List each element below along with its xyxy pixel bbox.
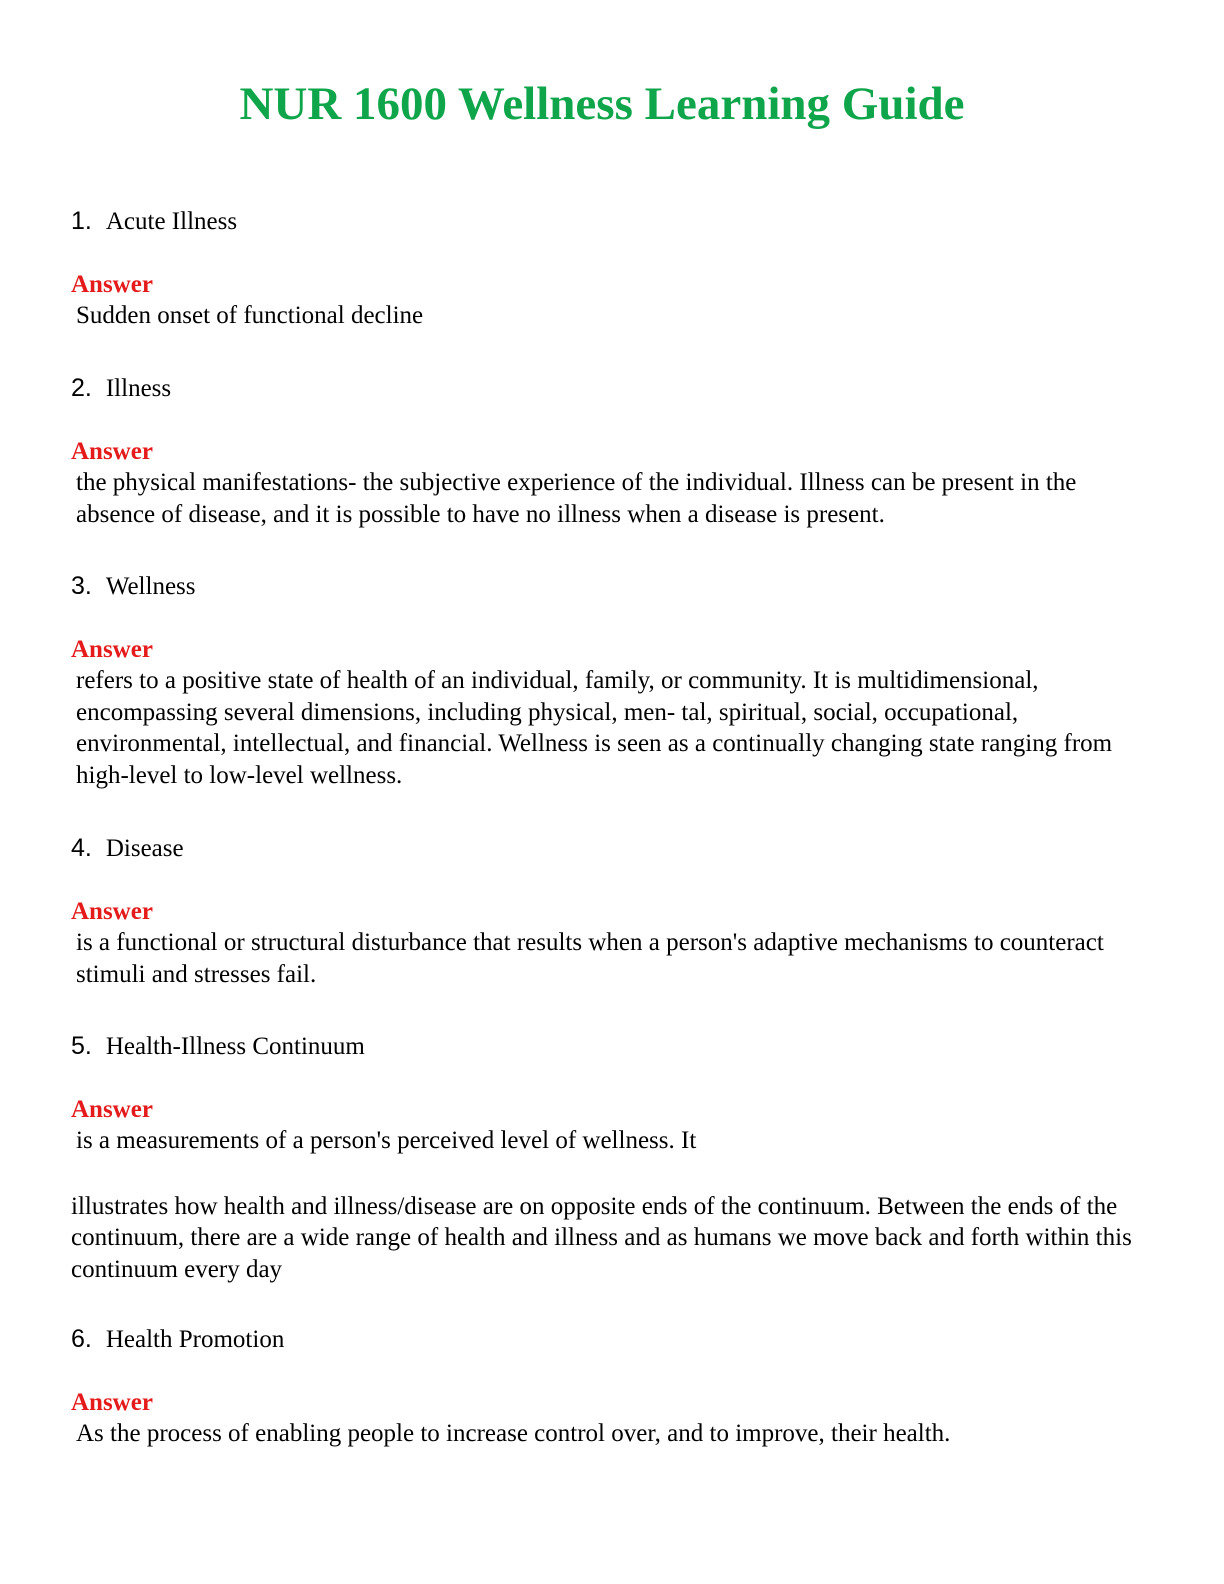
question-number: 2. xyxy=(71,374,92,402)
question-term: Health Promotion xyxy=(105,1326,285,1353)
answer-text: Sudden onset of functional decline xyxy=(76,302,424,329)
question-heading xyxy=(71,1324,1146,1354)
answer-label: Answer xyxy=(71,438,153,465)
answer-label: Answer xyxy=(71,1096,153,1123)
question-item xyxy=(71,373,1146,530)
question-item xyxy=(71,1031,1146,1285)
answer-text: refers to a positive state of health of an individual, family, or community. It is multidimensional, encompassing several dimensions, including physical, men- tal, spiritual, social, occupational, environmental, intellectual, and financial. Wellness is seen as a continually changing state ranging from high-level to low-level wellness. xyxy=(76,667,1119,789)
question-heading xyxy=(71,1031,1146,1061)
question-number: 6. xyxy=(71,1325,92,1353)
question-item xyxy=(71,1324,1146,1450)
answer-text: is a measurements of a person's perceived level of wellness. It xyxy=(76,1127,697,1154)
answer-label: Answer xyxy=(71,898,153,925)
question-heading xyxy=(71,206,1146,236)
question-number: 5. xyxy=(71,1032,92,1060)
answer-label: Answer xyxy=(71,271,153,298)
question-heading xyxy=(71,571,1146,601)
question-term: Wellness xyxy=(105,573,196,600)
question-term: Disease xyxy=(105,835,184,862)
answer-text: is a functional or structural disturbance that results when a person's adaptive mechanisms to counteract stimuli and stresses fail. xyxy=(76,929,1111,988)
question-term: Acute Illness xyxy=(105,208,238,235)
answer-label: Answer xyxy=(71,636,153,663)
question-term: Health-Illness Continuum xyxy=(105,1033,365,1060)
answer-label: Answer xyxy=(71,1389,153,1416)
question-item xyxy=(71,571,1146,791)
question-item xyxy=(71,206,1146,332)
question-number: 1. xyxy=(71,207,92,235)
question-heading xyxy=(71,833,1146,863)
answer-text: As the process of enabling people to increase control over, and to improve, their health. xyxy=(76,1420,951,1447)
question-number: 3. xyxy=(71,572,92,600)
question-item xyxy=(71,833,1146,990)
question-term: Illness xyxy=(105,375,172,402)
question-number: 4. xyxy=(71,834,92,862)
question-heading xyxy=(71,373,1146,403)
answer-text: the physical manifestations- the subjective experience of the individual. Illness can be present in the absence of disease, and it is possible to have no illness when a disease is present. xyxy=(76,469,1083,528)
answer-text-continued: illustrates how health and illness/disease are on opposite ends of the continuum. Between the ends of the continuum, there are a wide range of health and illness and as humans we move back and forth within this continuum every day xyxy=(71,1192,1132,1283)
page-title: NUR 1600 Wellness Learning Guide xyxy=(239,78,965,130)
